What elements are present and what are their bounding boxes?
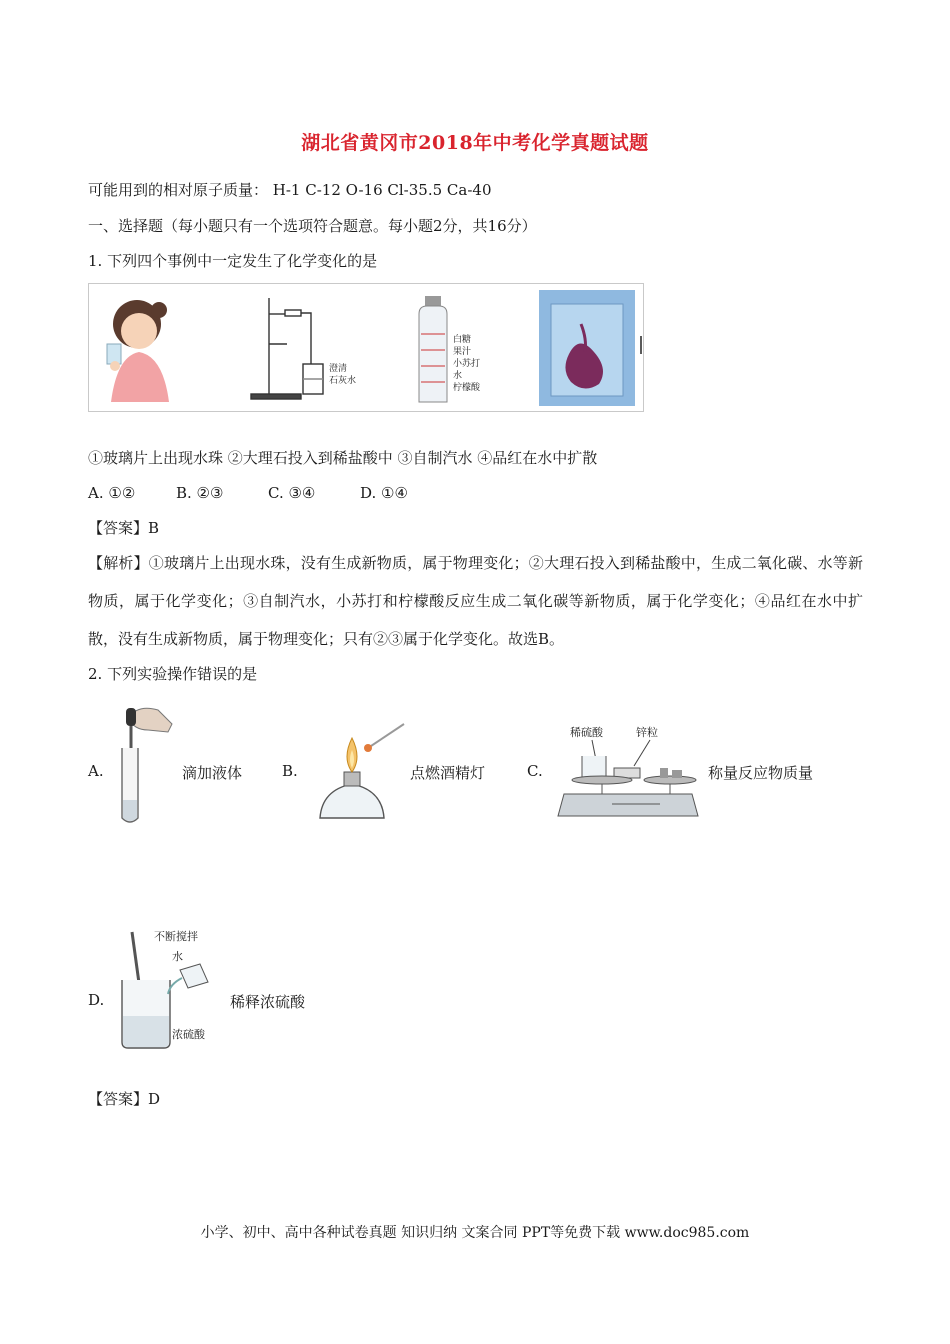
q2-option-b-text: 点燃酒精灯 [410, 764, 486, 782]
iron-stand-apparatus [251, 298, 323, 399]
alcohol-lamp-figure [312, 718, 408, 830]
q2-option-a-letter: A. [88, 762, 104, 780]
dilution-label-acid: 浓硫酸 [172, 1028, 205, 1041]
balance-label-acid: 稀硫酸 [570, 726, 603, 739]
q1-option-b: B. ②③ [176, 484, 224, 502]
soda-bottle [419, 296, 447, 402]
balance-label-zinc: 锌粒 [636, 726, 658, 739]
dilution-label-water: 水 [172, 950, 183, 963]
girl-illustration [107, 300, 169, 402]
q1-option-d: D. ①④ [360, 484, 408, 502]
q2-option-c-text: 称量反应物质量 [708, 764, 814, 782]
q1-option-a: A. ①② [88, 484, 136, 502]
q1-option-c: C. ③④ [268, 484, 316, 502]
bottle-label-sugar: 白糖 [453, 335, 472, 345]
q2-option-d-text: 稀释浓硫酸 [230, 993, 306, 1011]
q1-stem: 1. 下列四个事例中一定发生了化学变化的是 [88, 252, 378, 270]
atomic-masses: 可能用到的相对原子质量： H-1 C-12 O-16 Cl-35.5 Ca-40 [88, 181, 492, 199]
q1-answer: 【答案】B [88, 519, 160, 537]
q1-analysis: 【解析】①玻璃片上出现水珠，没有生成新物质，属于物理变化；②大理石投入到稀盐酸中，生成二氧化碳、水等新物质，属于化学变化；③自制汽水，小苏打和柠檬酸反应生成二氧化碳等新物质，属于化学变化；④品红在水中扩散，没有生成新物质，属于物理变化；只有②③属于化学变化。故选B。 [88, 554, 863, 648]
q2-option-a-text: 滴加液体 [182, 764, 243, 782]
q2-stem: 2. 下列实验操作错误的是 [88, 665, 258, 683]
dropper-testtube-figure [108, 700, 174, 828]
dye-beaker-photo [539, 290, 635, 406]
q2-option-d-letter: D. [88, 991, 105, 1009]
page-title: 湖北省黄冈市2018年中考化学真题试题 [301, 132, 649, 154]
bottle-label-citric: 柠檬酸 [453, 383, 481, 393]
bottle-label-water: 水 [453, 371, 463, 381]
lime-water-label-2: 石灰水 [329, 376, 357, 386]
q2-option-c-letter: C. [527, 762, 543, 780]
q1-figure-strip [88, 283, 644, 412]
dilution-label-stir: 不断搅拌 [154, 930, 198, 943]
balance-figure [552, 718, 702, 826]
bottle-label-juice: 果汁 [453, 347, 472, 357]
dilution-figure [110, 924, 230, 1052]
q2-option-b-letter: B. [282, 762, 298, 780]
page-footer: 小学、初中、高中各种试卷真题 知识归纳 文案合同 PPT等免费下载 www.doc985.com [200, 1225, 750, 1241]
bottle-label-soda: 小苏打 [453, 359, 481, 369]
q2-answer: 【答案】D [88, 1090, 161, 1108]
q1-items: ①玻璃片上出现水珠 ②大理石投入到稀盐酸中 ③自制汽水 ④品红在水中扩散 [88, 449, 598, 467]
lime-water-label-1: 澄清 [329, 364, 348, 374]
section-heading: 一、选择题（每小题只有一个选项符合题意。每小题2分，共16分） [88, 217, 537, 235]
